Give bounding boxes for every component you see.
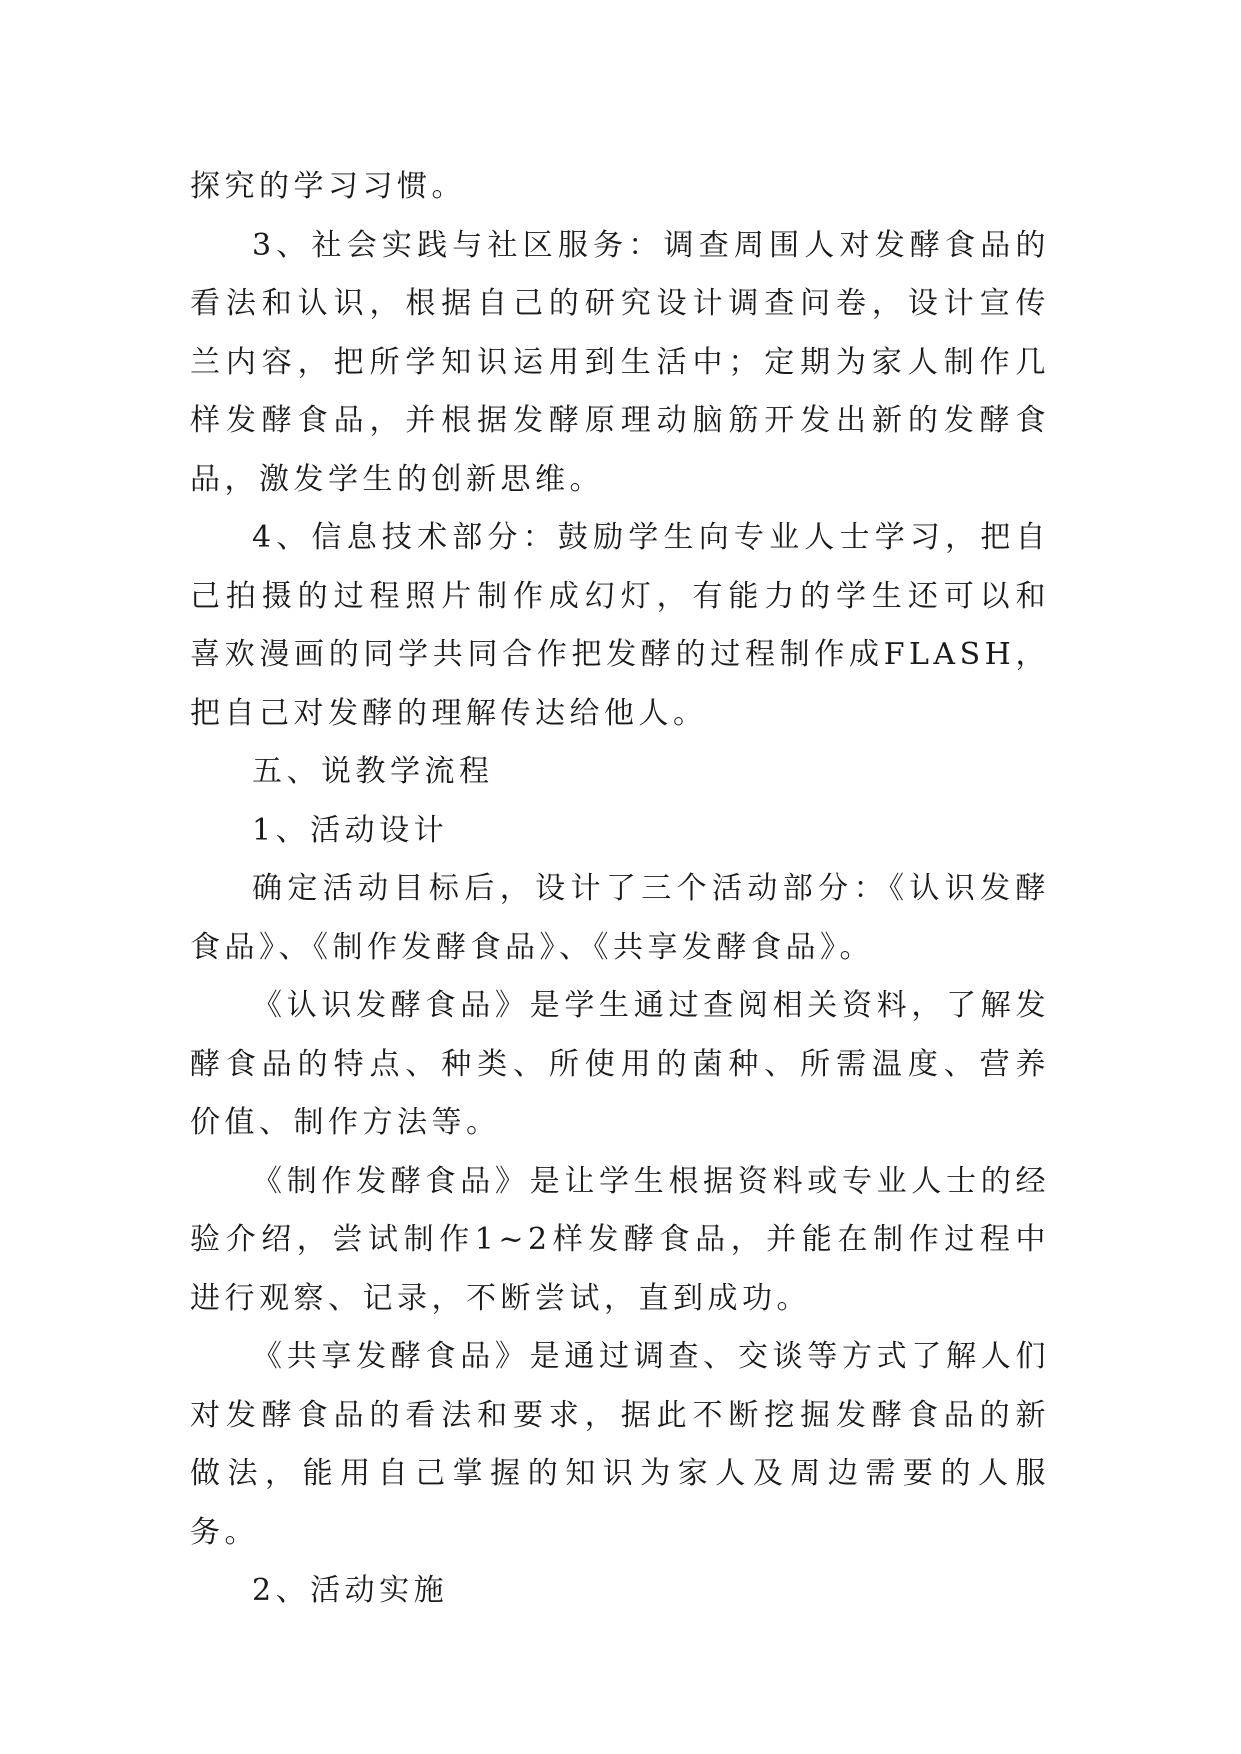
paragraph-know-fermented-food: 《认识发酵食品》是学生通过查阅相关资料，了解发酵食品的特点、种类、所使用的菌种、所需温度、营养价值、制作方法等。 (190, 988, 1050, 1140)
section-heading-teaching-process: 五、说教学流程 (252, 754, 494, 789)
paragraph-activity-parts: 确定活动目标后，设计了三个活动部分：《认识发酵食品》、《制作发酵食品》、《共享发酵食品》。 (190, 871, 1050, 965)
paragraph-continuation: 探究的学习习惯。 (190, 169, 466, 204)
paragraph-social-practice: 3、社会实践与社区服务：调查周围人对发酵食品的看法和认识，根据自己的研究设计调查问卷，设计宣传兰内容，把所学知识运用到生活中；定期为家人制作几样发酵食品，并根据发酵原理动脑筋开发出新的发酵食品，激发学生的创新思维。 (190, 227, 1050, 497)
subheading-activity-design: 1、活动设计 (252, 812, 449, 848)
document-body (190, 158, 1050, 1621)
paragraph-share-fermented-food: 《共享发酵食品》是通过调查、交谈等方式了解人们对发酵食品的看法和要求，据此不断挖掘发酵食品的新做法，能用自己掌握的知识为家人及周边需要的人服务。 (190, 1339, 1050, 1550)
paragraph-make-fermented-food: 《制作发酵食品》是让学生根据资料或专业人士的经验介绍，尝试制作1~2样发酵食品，并能在制作过程中进行观察、记录，不断尝试，直到成功。 (190, 1163, 1050, 1316)
subheading-activity-implementation: 2、活动实施 (252, 1573, 449, 1608)
paragraph-information-technology: 4、信息技术部分：鼓励学生向专业人士学习，把自己拍摄的过程照片制作成幻灯，有能力的学生还可以和喜欢漫画的同学共同合作把发酵的过程制作成FLASH，把自己对发酵的理解传达给他人。 (190, 520, 1050, 731)
